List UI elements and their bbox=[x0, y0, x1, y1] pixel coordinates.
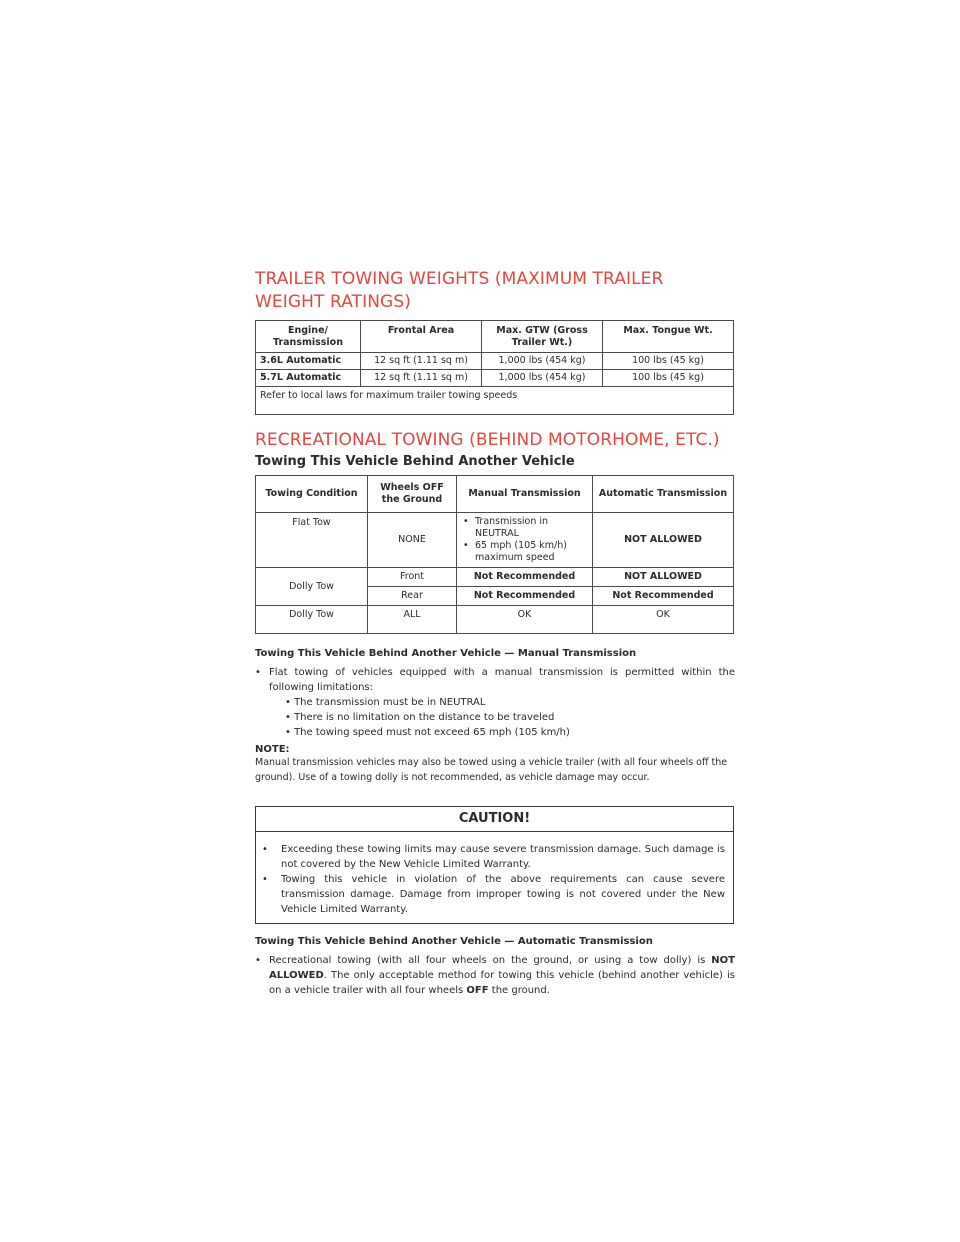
header-wheels-off: Wheels OFF the Ground bbox=[368, 476, 457, 513]
automatic-text: . The only acceptable method for towing this vehicle (behind another vehicle) is on a vehicle trailer with all four wheels bbox=[269, 970, 735, 996]
header-automatic: Automatic Transmission bbox=[593, 476, 734, 513]
wheels-cell: Rear bbox=[368, 587, 457, 606]
area-cell: 12 sq ft (1.11 sq m) bbox=[361, 370, 482, 387]
list-item bbox=[262, 842, 725, 872]
header-max-gtw: Max. GTW (Gross Trailer Wt.) bbox=[482, 321, 603, 353]
manual-flat-list bbox=[463, 516, 586, 564]
engine-cell: 5.7L Automatic bbox=[256, 370, 361, 387]
auto-cell: Not Recommended bbox=[593, 587, 734, 606]
auto-cell: NOT ALLOWED bbox=[593, 513, 734, 568]
automatic-transmission-heading: Towing This Vehicle Behind Another Vehicle — Automatic Transmission bbox=[255, 936, 653, 947]
off-text: OFF bbox=[466, 985, 489, 996]
tongue-cell: 100 lbs (45 kg) bbox=[603, 370, 734, 387]
list-item: • 65 mph (105 km/h) maximum speed bbox=[463, 540, 586, 564]
auto-cell: OK bbox=[593, 606, 734, 634]
manual-cell: Not Recommended bbox=[457, 587, 593, 606]
header-engine: Engine/ Transmission bbox=[256, 321, 361, 353]
trailer-towing-title: TRAILER TOWING WEIGHTS (MAXIMUM TRAILER WEIGHT RATINGS) bbox=[255, 269, 664, 312]
table-row bbox=[256, 353, 734, 370]
caution-body bbox=[256, 832, 733, 923]
manual-cell bbox=[457, 513, 593, 568]
not-allowed-text: NOT ALLOWED bbox=[269, 955, 735, 981]
automatic-bullet bbox=[255, 953, 735, 998]
wheels-cell: NONE bbox=[368, 513, 457, 568]
header-frontal-area: Frontal Area bbox=[361, 321, 482, 353]
table-row-flat-tow bbox=[256, 513, 734, 568]
tongue-cell: 100 lbs (45 kg) bbox=[603, 353, 734, 370]
wheels-cell: Front bbox=[368, 568, 457, 587]
table-footnote: Refer to local laws for maximum trailer towing speeds bbox=[256, 387, 734, 415]
towing-subtitle: Towing This Vehicle Behind Another Vehicle bbox=[255, 454, 575, 469]
caution-item-text: Towing this vehicle in violation of the above requirements can cause severe transmission damage. Damage from improper towing is not covered under the New Vehicle Limited Warranty. bbox=[281, 874, 725, 915]
condition-cell: Dolly Tow bbox=[256, 606, 368, 634]
engine-cell: 3.6L Automatic bbox=[256, 353, 361, 370]
table-footnote-row bbox=[256, 387, 734, 415]
table-row-dolly-all bbox=[256, 606, 734, 634]
recreational-towing-title: RECREATIONAL TOWING (BEHIND MOTORHOME, ETC.) bbox=[255, 430, 720, 450]
manual-bullet-text: Flat towing of vehicles equipped with a manual transmission is permitted within the following limitations: bbox=[269, 667, 735, 693]
table-header-row bbox=[256, 321, 734, 353]
gtw-cell: 1,000 lbs (454 kg) bbox=[482, 370, 603, 387]
bullet-dot: • bbox=[262, 844, 268, 855]
list-item: • The towing speed must not exceed 65 mph (105 km/h) bbox=[285, 727, 570, 738]
automatic-text: the ground. bbox=[488, 985, 550, 996]
trailer-weights-table bbox=[255, 320, 734, 415]
caution-box bbox=[255, 806, 734, 924]
condition-cell: Flat Tow bbox=[256, 513, 368, 568]
list-item: • The transmission must be in NEUTRAL bbox=[285, 697, 486, 708]
manual-bullet bbox=[255, 665, 735, 740]
wheels-cell: ALL bbox=[368, 606, 457, 634]
bullet-dot: • bbox=[262, 874, 268, 885]
note-text: Manual transmission vehicles may also be towed using a vehicle trailer (with all four wheels off the ground). Use of a towing dolly is not recommended, as vehicle damage may occur. bbox=[255, 757, 728, 783]
caution-title: CAUTION! bbox=[256, 807, 733, 832]
recreational-towing-table bbox=[255, 475, 734, 634]
gtw-cell: 1,000 lbs (454 kg) bbox=[482, 353, 603, 370]
condition-cell: Dolly Tow bbox=[256, 568, 368, 606]
list-item bbox=[262, 872, 725, 917]
area-cell: 12 sq ft (1.11 sq m) bbox=[361, 353, 482, 370]
manual-cell: Not Recommended bbox=[457, 568, 593, 587]
manual-transmission-heading: Towing This Vehicle Behind Another Vehicle — Manual Transmission bbox=[255, 648, 637, 659]
list-item: • Transmission in NEUTRAL bbox=[463, 516, 586, 540]
automatic-text: Recreational towing (with all four wheels on the ground, or using a tow dolly) is bbox=[269, 955, 712, 966]
table-row bbox=[256, 370, 734, 387]
table-header-row bbox=[256, 476, 734, 513]
list-item: • There is no limitation on the distance to be traveled bbox=[285, 712, 555, 723]
caution-item-text: Exceeding these towing limits may cause severe transmission damage. Such damage is not covered by the New Vehicle Limited Warranty. bbox=[281, 844, 725, 870]
header-towing-condition: Towing Condition bbox=[256, 476, 368, 513]
page-content bbox=[255, 268, 735, 998]
auto-cell: NOT ALLOWED bbox=[593, 568, 734, 587]
header-max-tongue: Max. Tongue Wt. bbox=[603, 321, 734, 353]
manual-cell: OK bbox=[457, 606, 593, 634]
note-label: NOTE: bbox=[255, 744, 290, 755]
manual-subbullets bbox=[269, 695, 735, 740]
bullet-dot: • bbox=[255, 667, 261, 678]
table-row-dolly-front bbox=[256, 568, 734, 587]
bullet-dot: • bbox=[255, 955, 261, 966]
header-manual: Manual Transmission bbox=[457, 476, 593, 513]
